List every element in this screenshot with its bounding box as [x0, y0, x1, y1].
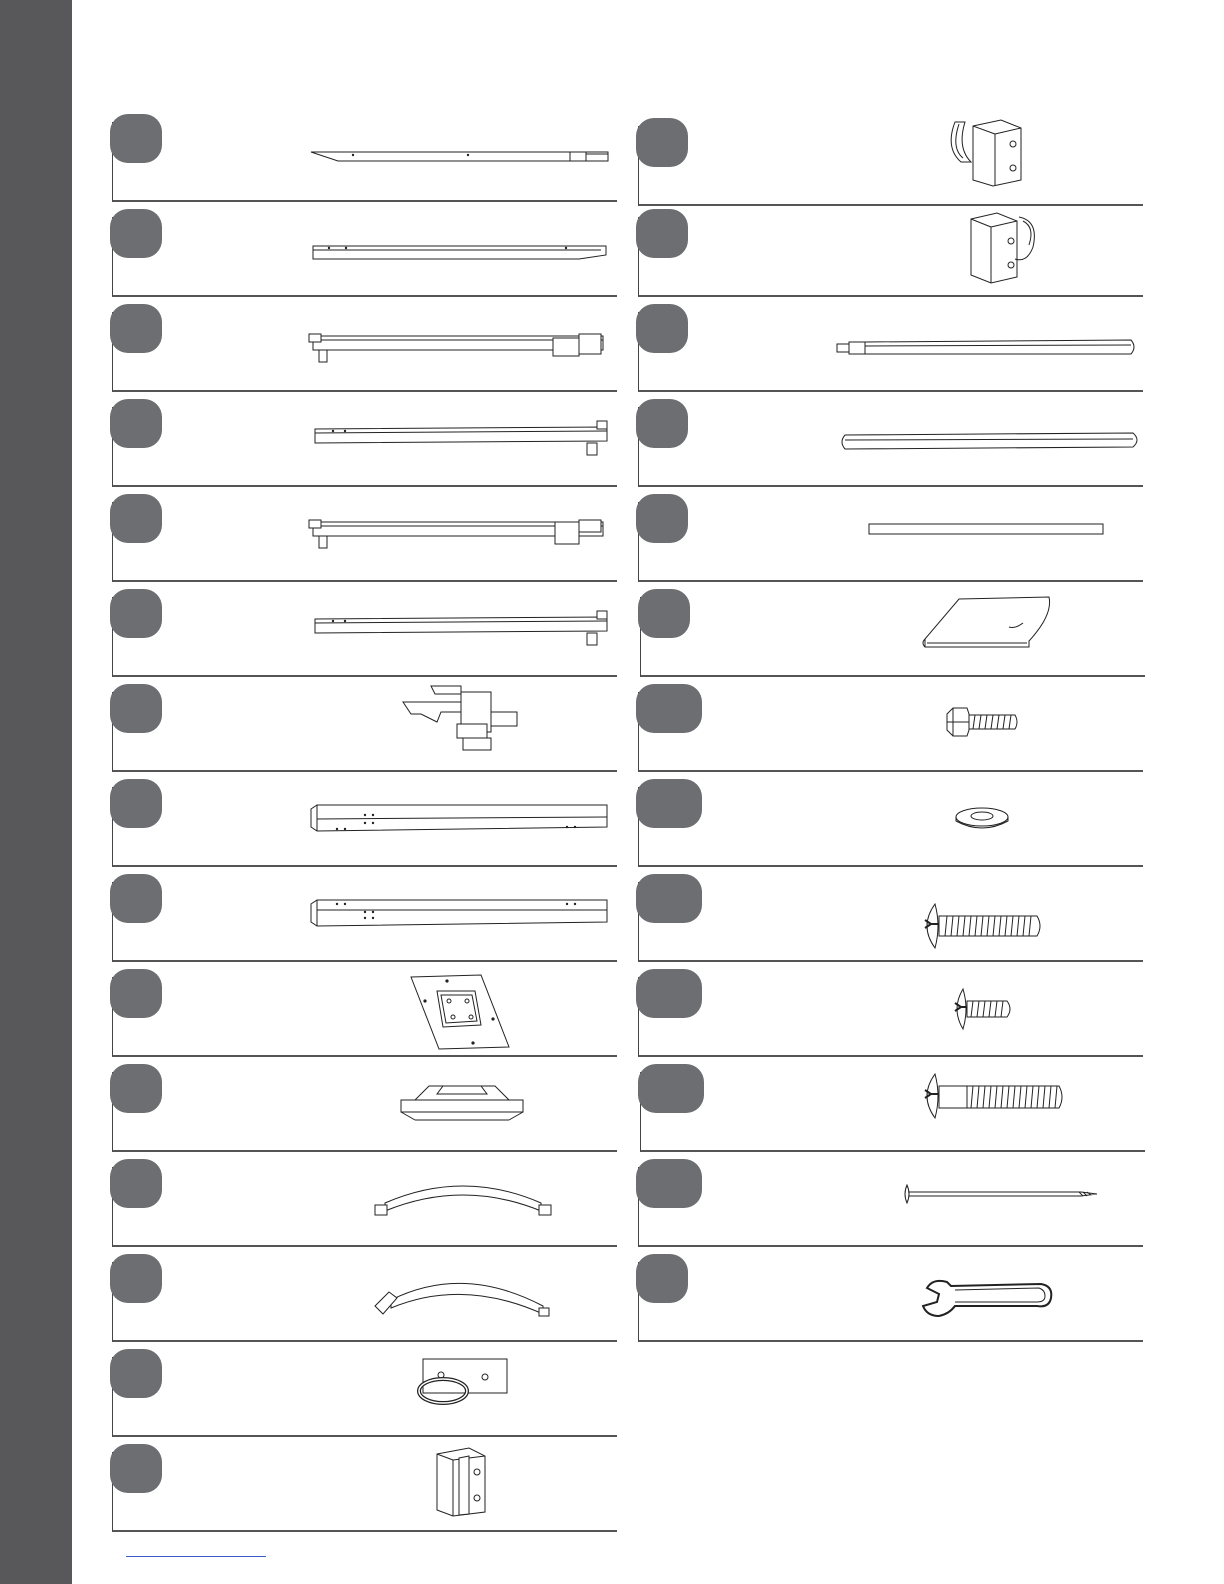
truss-head-bolt-icon — [917, 1072, 1069, 1129]
part-number-badge — [110, 399, 162, 448]
spring-clip-bracket-reversed-icon — [967, 211, 1053, 292]
part-number-badge — [110, 779, 162, 828]
part-number-badge — [110, 114, 162, 163]
square-tube-variant-icon — [309, 898, 614, 937]
part-number-badge — [110, 874, 162, 923]
part-row — [640, 1072, 1145, 1152]
part-row — [638, 502, 1143, 582]
part-row — [112, 597, 617, 677]
part-number-badge — [110, 1159, 162, 1208]
tab-rail-icon — [311, 421, 616, 466]
mounting-plate-icon — [409, 973, 513, 1058]
square-tube-icon — [309, 803, 614, 842]
part-row — [112, 1167, 617, 1247]
part-row — [638, 312, 1143, 392]
ground-stake-icon — [903, 1183, 1099, 1212]
part-row — [112, 787, 617, 867]
part-row — [112, 502, 617, 582]
part-row — [638, 787, 1143, 867]
corner-post-bracket-icon — [401, 682, 521, 762]
hinge-block-icon — [433, 1444, 489, 1523]
part-row — [112, 1072, 617, 1152]
part-number-badge — [110, 1064, 162, 1113]
bracket-rail-icon — [307, 330, 612, 375]
long-rail-bar-reversed-icon — [311, 241, 616, 270]
part-row — [638, 217, 1143, 297]
part-row — [112, 977, 617, 1057]
hex-bolt-icon — [945, 706, 1021, 743]
part-number-badge — [636, 494, 688, 543]
part-row — [638, 882, 1143, 962]
part-row — [112, 1357, 617, 1437]
long-rail-bar-icon — [308, 147, 613, 172]
long-truss-head-screw-icon — [917, 898, 1047, 959]
folded-canopy-cover-icon — [919, 595, 1057, 660]
tab-rail-long-icon — [311, 611, 616, 656]
part-number-badge — [110, 589, 162, 638]
part-number-badge — [636, 1254, 688, 1303]
part-number-badge — [636, 304, 688, 353]
part-row — [638, 977, 1143, 1057]
curved-arch-brace-icon — [371, 1175, 555, 1228]
part-number-badge — [110, 1349, 162, 1398]
bracket-rail-long-icon — [307, 516, 612, 561]
part-row — [638, 126, 1143, 206]
part-row — [112, 1452, 617, 1532]
part-number-badge — [636, 969, 702, 1018]
ring-plate-icon — [413, 1355, 513, 1416]
part-number-badge — [110, 969, 162, 1018]
part-number-badge — [110, 684, 162, 733]
part-number-badge — [110, 494, 162, 543]
part-number-badge — [636, 209, 688, 258]
part-row — [640, 597, 1145, 677]
part-row — [638, 1262, 1143, 1342]
part-number-badge — [110, 1444, 162, 1493]
part-number-badge — [636, 399, 688, 448]
spring-clip-bracket-icon — [943, 118, 1027, 197]
part-row — [638, 692, 1143, 772]
flat-washer-icon — [951, 805, 1013, 836]
part-row — [112, 692, 617, 772]
side-band — [0, 0, 72, 1584]
part-row — [112, 1262, 617, 1342]
part-number-badge — [636, 779, 702, 828]
curved-arch-brace-variant-icon — [371, 1270, 555, 1327]
part-row — [112, 407, 617, 487]
part-row — [112, 217, 617, 297]
part-number-badge — [636, 1159, 702, 1208]
part-number-badge — [638, 1064, 704, 1113]
flat-bar-icon — [867, 522, 1107, 543]
round-pole-icon — [839, 431, 1143, 460]
part-row — [112, 312, 617, 392]
part-row — [112, 882, 617, 962]
pole-with-end-fitting-icon — [835, 338, 1139, 365]
post-base-cap-icon — [399, 1082, 527, 1131]
part-number-badge — [110, 304, 162, 353]
short-truss-head-screw-icon — [951, 985, 1017, 1038]
part-row — [638, 1167, 1143, 1247]
part-row — [638, 407, 1143, 487]
part-number-badge — [110, 209, 162, 258]
part-number-badge — [636, 118, 688, 167]
bottom-rule — [126, 1556, 266, 1557]
part-number-badge — [636, 874, 702, 923]
part-row — [112, 122, 617, 202]
part-number-badge — [110, 1254, 162, 1303]
wrench-icon — [921, 1276, 1055, 1325]
part-number-badge — [638, 589, 690, 638]
part-number-badge — [636, 684, 702, 733]
